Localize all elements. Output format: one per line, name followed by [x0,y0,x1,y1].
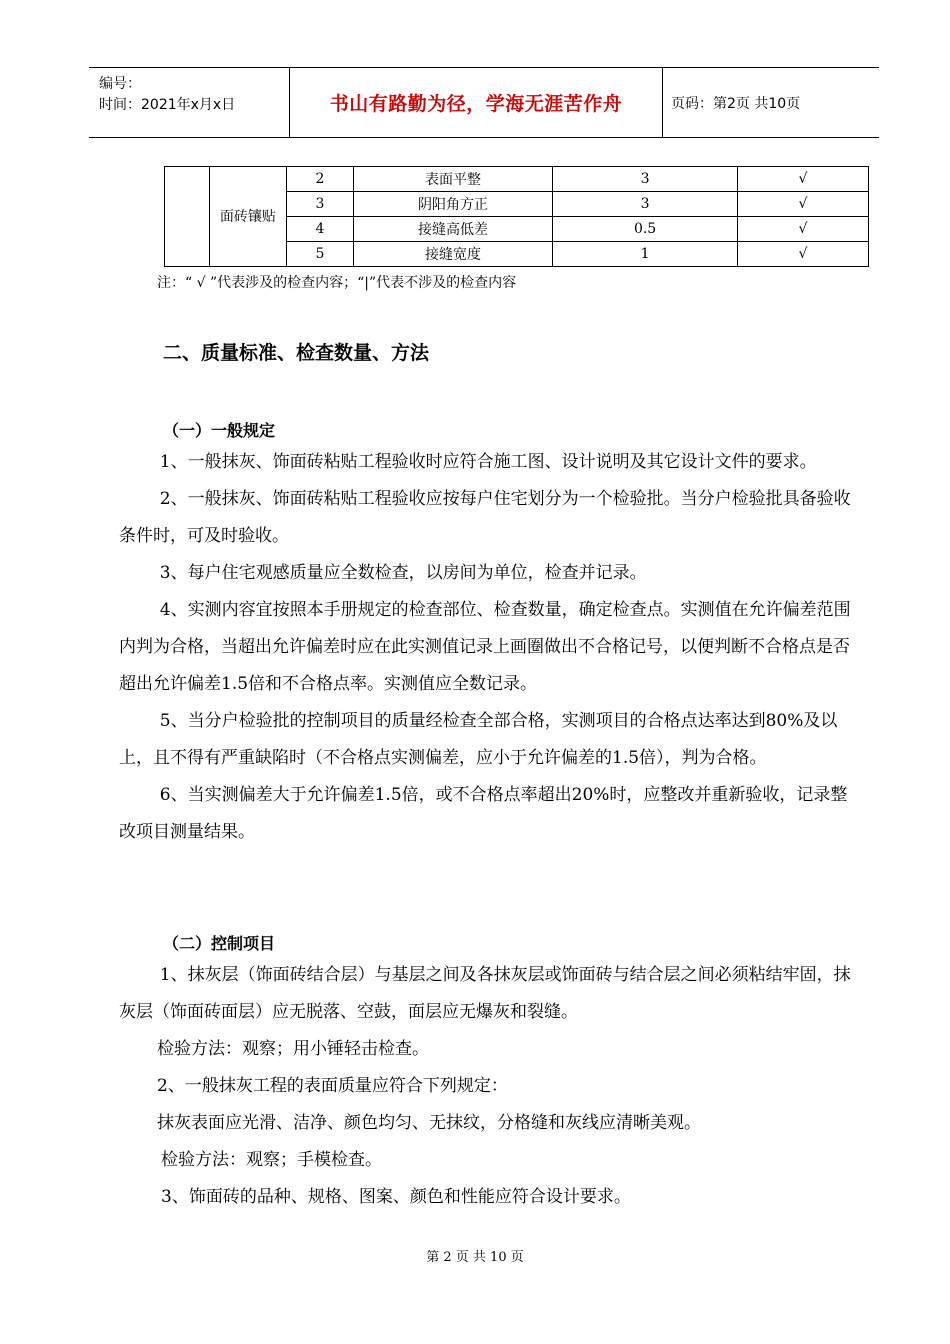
section-title: 二、质量标准、检查数量、方法 [163,342,430,364]
header-meta [89,68,290,137]
paragraph: 2、一般抹灰工程的表面质量应符合下列规定： [157,1076,508,1096]
general-rules [119,444,855,851]
table-cell-check: √ [737,192,868,217]
subsection-general-title: （一）一般规定 [163,421,276,440]
paragraph: 3、饰面砖的品种、规格、图案、颜色和性能应符合设计要求。 [161,1187,631,1207]
table-cell-tolerance: 0.5 [553,217,738,242]
paragraph: 2、一般抹灰、饰面砖粘贴工程验收应按每户住宅划分为一个检验批。当分户检验批具备验收条件时，可及时验收。 [119,489,851,546]
paragraph: 检验方法：观察；用小锤轻击检查。 [157,1039,429,1059]
header-page: 页码：第2页 共10页 [671,95,801,112]
paragraph: 4、实测内容宜按照本手册规定的检查部位、检查数量，确定检查点。实测值在允许偏差范围内判为合格，当超出允许偏差时应在此实测值记录上画圈做出不合格记号，以便判断不合格点是否超出允许偏差1.5倍和不合格点率。实测值应全数记录。 [119,600,851,694]
table-cell-item: 接缝宽度 [353,242,553,267]
inspection-table [164,166,869,267]
table-cell-check: √ [737,242,868,267]
paragraph: 检验方法：观察；手模检查。 [161,1150,382,1170]
table-group-label: 面砖镶贴 [209,167,287,267]
paragraph: 抹灰表面应光滑、洁净、颜色均匀、无抹纹，分格缝和灰线应清晰美观。 [157,1113,701,1133]
subsection-control-title: （二）控制项目 [163,934,276,953]
table-cell-tolerance: 3 [553,167,738,192]
table-note: 注：“ √ ”代表涉及的检查内容；“|”代表不涉及的检查内容 [157,275,517,291]
table-cell-check: √ [737,217,868,242]
paragraph: 1、抹灰层（饰面砖结合层）与基层之间及各抹灰层或饰面砖与结合层之间必须粘结牢固，抹灰层（饰面砖面层）应无脱落、空鼓，面层应无爆灰和裂缝。 [119,965,851,1022]
header-time: 时间：2021年x月x日 [99,97,236,113]
table-cell-no: 5 [287,242,354,267]
table-cell-item: 接缝高低差 [353,217,553,242]
table-cell-no: 4 [287,217,354,242]
table-cell-item: 表面平整 [353,167,553,192]
table-cell-no: 2 [287,167,354,192]
page-footer: 第 2 页 共 10 页 [426,1250,524,1265]
header-motto: 书山有路勤为径，学海无涯苦作舟 [290,68,663,137]
paragraph: 1、一般抹灰、饰面砖粘贴工程验收时应符合施工图、设计说明及其它设计文件的要求。 [159,452,817,472]
table-cell-tolerance: 3 [553,192,738,217]
paragraph: 6、当实测偏差大于允许偏差1.5倍，或不合格点率超出20%时，应整改并重新验收，记录整改项目测量结果。 [119,785,848,842]
paragraph: 5、当分户检验批的控制项目的质量经检查全部合格，实测项目的合格点达率达到80%及以上，且不得有严重缺陷时（不合格点实测偏差，应小于允许偏差的1.5倍），判为合格。 [119,711,838,768]
table-cell-check: √ [737,167,868,192]
paragraph: 3、每户住宅观感质量应全数检查，以房间为单位，检查并记录。 [159,563,647,583]
table-cell-tolerance: 1 [553,242,738,267]
table-cell-blank [165,167,210,267]
page-header [89,67,879,138]
table-row [165,167,869,192]
table-cell-no: 3 [287,192,354,217]
control-items [119,957,855,1216]
header-number: 编号： [99,76,141,92]
table-cell-item: 阴阳角方正 [353,192,553,217]
